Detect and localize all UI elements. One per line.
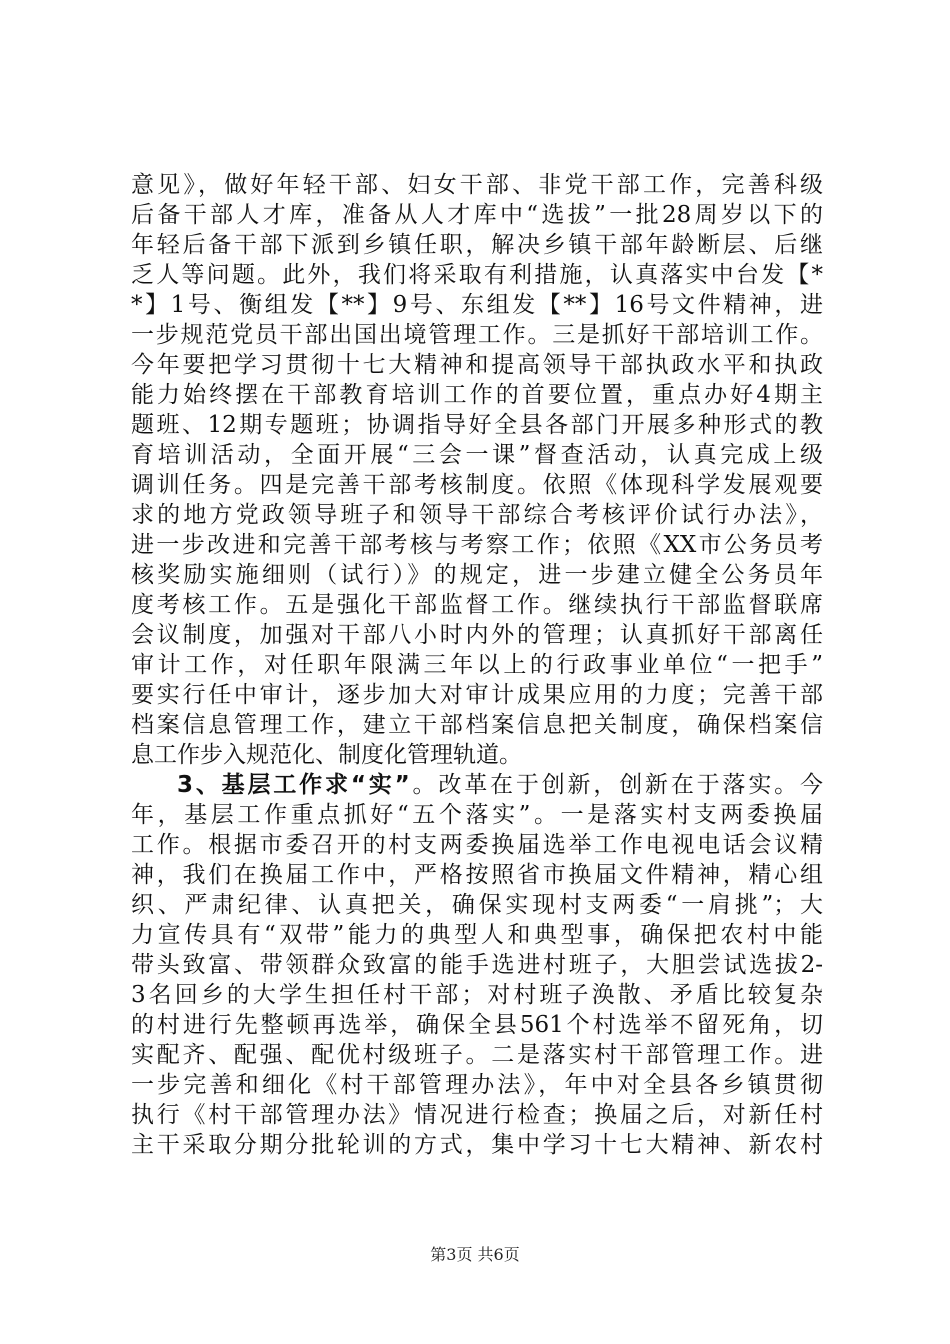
text-line: 档案信息管理工作，建立干部档案信息把关制度，确保档案信 bbox=[131, 712, 823, 738]
text-line: 核奖励实施细则（试行）》的规定，进一步建立健全公务员年 bbox=[131, 562, 823, 588]
text-line: 能力始终摆在干部教育培训工作的首要位置，重点办好4期主 bbox=[131, 382, 823, 408]
text-line: 要实行任中审计，逐步加大对审计成果应用的力度；完善干部 bbox=[131, 682, 823, 708]
text-line: 带头致富、带领群众致富的能手选进村班子，大胆尝试选拔2- bbox=[131, 952, 823, 978]
text-line: 3名回乡的大学生担任村干部；对村班子涣散、矛盾比较复杂 bbox=[131, 982, 823, 1008]
text-line: 育培训活动，全面开展“三会一课”督查活动，认真完成上级 bbox=[131, 442, 823, 468]
text-line: 进一步改进和完善干部考核与考察工作；依照《XX市公务员考 bbox=[131, 532, 823, 558]
text-line: 度考核工作。五是强化干部监督工作。继续执行干部监督联席 bbox=[131, 592, 823, 618]
text-line: 后备干部人才库，准备从人才库中“选拔”一批28周岁以下的 bbox=[131, 202, 823, 228]
text-line: 主干采取分期分批轮训的方式，集中学习十七大精神、新农村 bbox=[131, 1132, 823, 1158]
section-first-line-rest: 。改革在于创新，创新在于落实。今 bbox=[409, 772, 823, 798]
section-heading: 3、基层工作求“实” bbox=[177, 772, 410, 798]
body-text bbox=[131, 170, 823, 1160]
text-line: 意见》，做好年轻干部、妇女干部、非党干部工作，完善科级 bbox=[131, 172, 823, 198]
text-line: 会议制度，加强对干部八小时内外的管理；认真抓好干部离任 bbox=[131, 622, 823, 648]
text-line: 一步完善和细化《村干部管理办法》，年中对全县各乡镇贯彻 bbox=[131, 1072, 823, 1098]
text-line: 年，基层工作重点抓好“五个落实”。一是落实村支两委换届 bbox=[131, 802, 823, 828]
section-first-line bbox=[131, 770, 823, 800]
text-line: 审计工作，对任职年限满三年以上的行政事业单位“一把手” bbox=[131, 652, 823, 678]
text-line: 息工作步入规范化、制度化管理轨道。 bbox=[131, 742, 522, 768]
text-line: 求的地方党政领导班子和领导干部综合考核评价试行办法》， bbox=[131, 502, 823, 528]
text-line: 神，我们在换届工作中，严格按照省市换届文件精神，精心组 bbox=[131, 862, 823, 888]
text-line: 一步规范党员干部出国出境管理工作。三是抓好干部培训工作。 bbox=[131, 322, 823, 348]
text-line: 执行《村干部管理办法》情况进行检查；换届之后，对新任村 bbox=[131, 1102, 823, 1128]
page-number-footer: 第3页 共6页 bbox=[430, 1245, 520, 1264]
text-line: 力宣传具有“双带”能力的典型人和典型事，确保把农村中能 bbox=[131, 922, 823, 948]
text-line: 年轻后备干部下派到乡镇任职，解决乡镇干部年龄断层、后继 bbox=[131, 232, 823, 258]
text-line: *】1号、衡组发【**】9号、东组发【**】16号文件精神，进 bbox=[131, 292, 823, 318]
text-line: 的村进行先整顿再选举，确保全县561个村选举不留死角，切 bbox=[131, 1012, 823, 1038]
text-line: 实配齐、配强、配优村级班子。二是落实村干部管理工作。进 bbox=[131, 1042, 823, 1068]
text-line: 织、严肃纪律、认真把关，确保实现村支两委“一肩挑”；大 bbox=[131, 892, 823, 918]
text-line: 今年要把学习贯彻十七大精神和提高领导干部执政水平和执政 bbox=[131, 352, 823, 378]
text-line: 调训任务。四是完善干部考核制度。依照《体现科学发展观要 bbox=[131, 472, 823, 498]
text-line: 乏人等问题。此外，我们将采取有利措施，认真落实中台发【* bbox=[131, 262, 823, 288]
text-line: 工作。根据市委召开的村支两委换届选举工作电视电话会议精 bbox=[131, 832, 823, 858]
text-line: 题班、12期专题班；协调指导好全县各部门开展多种形式的教 bbox=[131, 412, 823, 438]
